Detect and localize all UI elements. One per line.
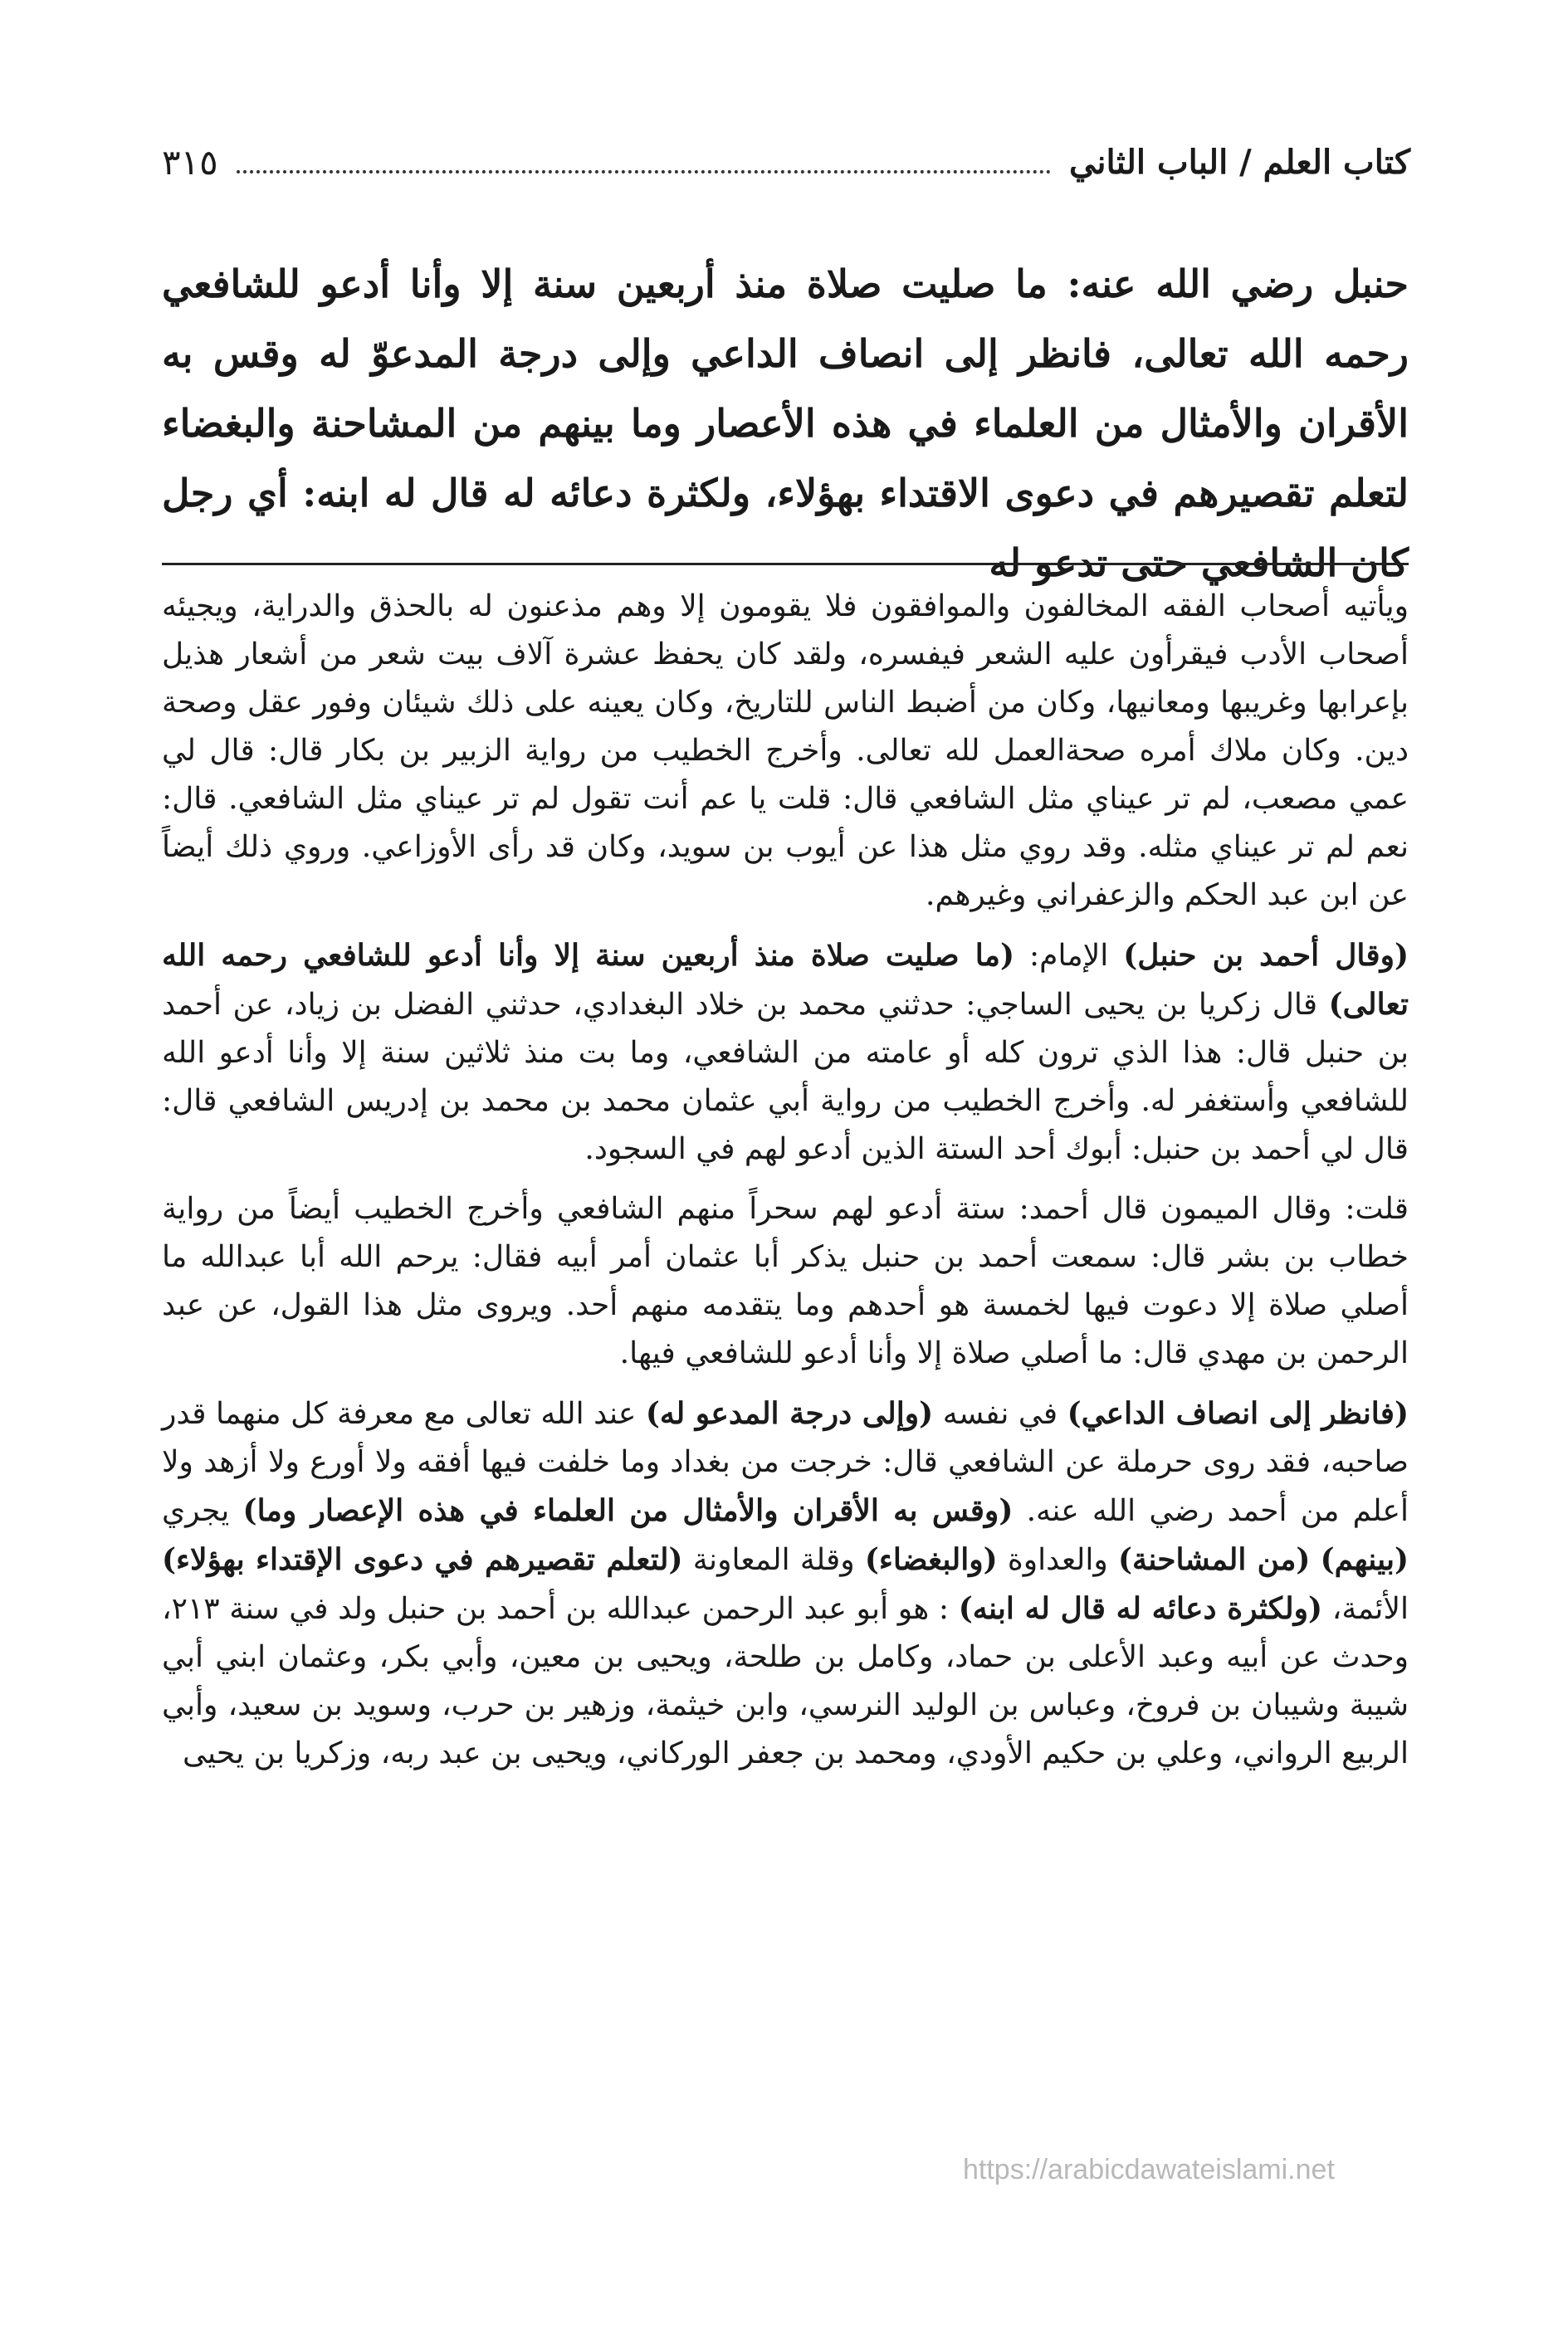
main-text-block bbox=[162, 249, 1409, 598]
footnote-divider bbox=[162, 563, 1409, 565]
chapter-title: كتاب العلم / الباب الثاني bbox=[1069, 142, 1410, 182]
commentary-paragraph-4 bbox=[162, 1389, 1409, 1778]
commentary-text: الأئمة، bbox=[1322, 1592, 1409, 1626]
quoted-phrase: (وإلى درجة المدعو له) bbox=[645, 1396, 934, 1431]
quoted-phrase: (ما صليت صلاة منذ أربعين سنة إلا وأنا أدعو للشافعي رحمه الله تعالى) bbox=[162, 938, 1409, 1022]
leader-dots bbox=[237, 170, 1051, 173]
running-header bbox=[162, 133, 1410, 191]
quoted-phrase: (وقال أحمد بن حنبل) bbox=[1123, 938, 1409, 973]
commentary-paragraph-2 bbox=[162, 931, 1409, 1174]
quoted-phrase: (وقس به الأقران والأمثال من العلماء في هذه الإعصار وما) bbox=[242, 1493, 1014, 1528]
commentary-paragraph-1: ويأتيه أصحاب الفقه المخالفون والموافقون فلا يقومون إلا وهم مذعنون له بالحذق والدراية، ويجيئه أصحاب الأدب فيقرأون عليه الشعر فيفسره، ولقد كان يحفظ عشرة آلاف بيت شعر من أشعار هذيل بإعرابها وغريبها ومعانيها، وكان من أضبط الناس للتاريخ، وكان يعينه على ذلك شيئان وفور عقل وصحة دين. وكان ملاك أمره صحةالعمل لله تعالى. وأخرج الخطيب من رواية الزبير بن بكار قال: قال لي عمي مصعب، لم تر عيناي مثل الشافعي قال: قلت يا عم أنت تقول لم تر عيناي مثل الشافعي. قال: نعم لم تر عيناي مثله. وقد روي مثل هذا عن أيوب بن سويد، وكان قد رأى الأوزاعي. وروي ذلك أيضاً عن ابن عبد الحكم والزعفراني وغيرهم. bbox=[162, 589, 1409, 912]
quoted-phrase: (بينهم) bbox=[1320, 1542, 1409, 1577]
page-number: ٣١٥ bbox=[162, 141, 218, 183]
commentary-text: يجري bbox=[162, 1494, 243, 1528]
commentary-paragraph-3: قلت: وقال الميمون قال أحمد: ستة أدعو لهم سحراً منهم الشافعي وأخرج الخطيب أيضاً من رواية خطاب بن بشر قال: سمعت أحمد بن حنبل يذكر أبا عثمان أمر أبيه فقال: يرحم الله أبا عبدالله ما أصلي صلاة إلا دعوت فيها لخمسة هو أحدهم وما يتقدمه منهم أحد. ويروى مثل هذا القول، عن عبد الرحمن بن مهدي قال: ما أصلي صلاة إلا وأنا أدعو للشافعي فيها. bbox=[162, 1192, 1409, 1370]
quoted-phrase: (فانظر إلى انصاف الداعي) bbox=[1067, 1396, 1409, 1431]
commentary-block bbox=[162, 583, 1409, 1790]
quoted-phrase: (والبغضاء) bbox=[864, 1542, 998, 1577]
commentary-text: في نفسه bbox=[933, 1397, 1067, 1431]
quoted-phrase: (ولكثرة دعائه له قال له ابنه) bbox=[958, 1591, 1323, 1626]
main-text: حنبل رضي الله عنه: ما صليت صلاة منذ أربعين سنة إلا وأنا أدعو للشافعي رحمه الله تعالى، فانظر إلى انصاف الداعي وإلى درجة المدعوّ له وقس به الأقران والأمثال من العلماء في هذه الأعصار وما بينهم من المشاحنة والبغضاء لتعلم تقصيرهم في دعوى الاقتداء بهؤلاء، ولكثرة دعائه له قال له ابنه: أي رجل كان الشافعي حتى تدعو له bbox=[162, 261, 1409, 585]
commentary-text bbox=[1310, 1543, 1320, 1577]
commentary-text: الإمام: bbox=[1014, 939, 1124, 973]
quoted-phrase: (من المشاحنة) bbox=[1118, 1542, 1311, 1577]
commentary-text: والعداوة bbox=[997, 1543, 1119, 1577]
commentary-text: قال زكريا بن يحيى الساجي: حدثني محمد بن خلاد البغدادي، حدثني الفضل بن زياد، عن أحمد بن حنبل قال: هذا الذي ترون كله أو عامته من الشافعي، وما بت منذ ثلاثين سنة إلا وأنا أدعو الله للشافعي وأستغفر له. وأخرج الخطيب من رواية أبي عثمان محمد بن محمد بن إدريس الشافعي قال: قال لي أحمد بن حنبل: أبوك أحد الستة الذين أدعو لهم في السجود. bbox=[162, 988, 1409, 1166]
commentary-text: : هو أبو عبد الرحمن عبدالله بن أحمد بن حنبل ولد في سنة ٢١٣، وحدث عن أبيه وعبد الأعلى بن حماد، وكامل بن طلحة، ويحيى بن معين، وأبي بكر، وعثمان ابني أبي شيبة وشيبان بن فروخ، وعباس بن الوليد النرسي، وابن خيثمة، وزهير بن حرب، وسويد بن سعيد، وأبي الربيع الرواني، وعلي بن حكيم الأودي، ومحمد بن جعفر الوركاني، ويحيى بن عبد ربه، وزكريا بن يحيى bbox=[162, 1592, 1409, 1770]
commentary-text: عند الله تعالى مع معرفة كل منهما قدر صاحبه، فقد روى حرملة عن الشافعي قال: خرجت من بغداد وما خلفت فيها أفقه ولا أورع ولا أزهد ولا أعلم من أحمد رضي الله عنه. bbox=[162, 1397, 1409, 1528]
watermark-url: https://arabicdawateislami.net bbox=[963, 2154, 1335, 2185]
quoted-phrase: (لتعلم تقصيرهم في دعوى الإقتداء بهؤلاء) bbox=[162, 1542, 683, 1577]
commentary-text: وقلة المعاونة bbox=[682, 1543, 865, 1577]
